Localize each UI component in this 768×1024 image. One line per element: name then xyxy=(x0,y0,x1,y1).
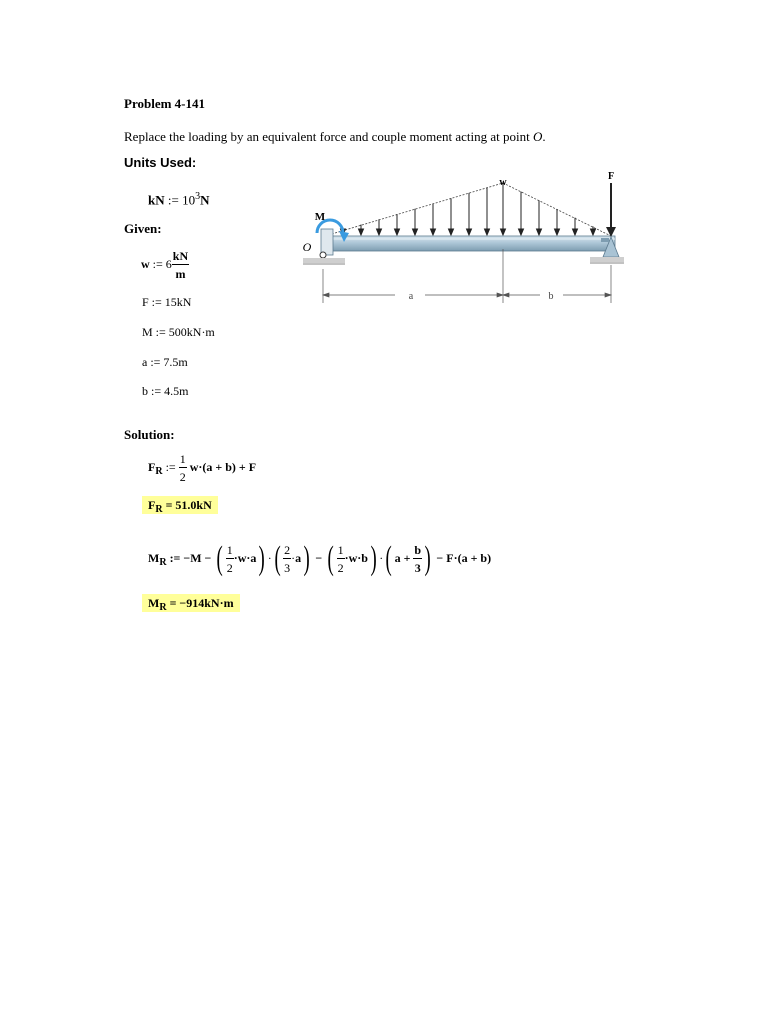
fr-result-sym: F xyxy=(148,498,156,512)
load-arrowhead-7 xyxy=(467,229,472,235)
given-w-name: w xyxy=(141,256,150,271)
load-arrowhead-3 xyxy=(395,229,400,235)
fr-den: 2 xyxy=(179,470,186,484)
load-arrowhead-10 xyxy=(519,229,524,235)
mr-t1-num: 1 xyxy=(226,543,233,557)
mr-mid: − xyxy=(315,550,323,565)
label-M: M xyxy=(314,211,326,223)
load-arrowhead-1 xyxy=(359,229,364,235)
given-b: b := 4.5m xyxy=(142,384,189,398)
units-unit: N xyxy=(200,192,210,208)
left-pin xyxy=(320,252,326,258)
load-arrowhead-5 xyxy=(431,229,436,235)
left-support-block xyxy=(321,229,333,255)
mr-t2-num: 2 xyxy=(284,543,291,557)
units-exp: 3 xyxy=(195,191,201,202)
problem-title: Problem 4-141 xyxy=(124,96,205,111)
mr-result xyxy=(142,596,240,613)
load-arrowhead-13 xyxy=(573,229,578,235)
right-ground xyxy=(590,257,624,262)
load-arrowhead-14 xyxy=(591,229,596,235)
units-lhs: kN xyxy=(148,192,165,208)
given-w-num: kN xyxy=(172,249,189,263)
units-definition xyxy=(148,191,209,208)
mr-lead: := −M − xyxy=(169,550,212,565)
mr-result-value: = −914kN·m xyxy=(169,596,234,610)
given-w-value: 6 xyxy=(165,256,172,271)
given-a: a := 7.5m xyxy=(142,355,188,369)
left-ground-hatch xyxy=(303,263,345,265)
given-w-op: := xyxy=(152,256,163,271)
mr-result-sym: M xyxy=(148,596,160,610)
mr-t3-num: 1 xyxy=(337,543,344,557)
fr-result xyxy=(142,498,218,515)
given-M: M := 500kN·m xyxy=(142,325,215,339)
fr-sym: F xyxy=(148,459,156,474)
load-envelope xyxy=(325,183,611,236)
mr-t4-num: b xyxy=(414,543,422,557)
load-arrowhead-6 xyxy=(449,229,454,235)
mr-t3-tail: ·w·b xyxy=(344,550,368,565)
label-F: F xyxy=(607,171,615,182)
mr-result-sub: R xyxy=(159,602,167,613)
statement-main: Replace the loading by an equivalent force and couple moment acting at point xyxy=(124,129,530,144)
given-F: F := 15kN xyxy=(142,295,192,309)
problem-statement xyxy=(124,129,546,145)
mr-t1-den: 2 xyxy=(226,561,233,575)
label-w: w xyxy=(499,177,507,188)
mr-t4-fraction xyxy=(413,544,422,574)
statement-point: O xyxy=(533,129,543,144)
label-O: O xyxy=(302,240,312,254)
mr-t1-fraction xyxy=(226,544,234,574)
distributed-load-arrows xyxy=(341,183,596,235)
dimension-lines xyxy=(323,249,611,303)
load-arrowhead-4 xyxy=(413,229,418,235)
mr-tail: − F·(a + b) xyxy=(436,550,492,565)
fr-num: 1 xyxy=(179,452,186,466)
mr-t4-den: 3 xyxy=(414,561,421,575)
units-op: := xyxy=(167,192,179,208)
mr-sym: M xyxy=(148,550,160,565)
load-arrowhead-8 xyxy=(485,229,490,235)
given-w-den: m xyxy=(175,267,186,281)
units-base: 10 xyxy=(182,192,196,208)
mr-definition: $M_R$ := −M − ( $\frac{1}{2}$ ·w·a) ·( $\frac{2}{3}$ ·a) − ( $\frac{1}{2}$ ·w·b) ·( a + $\frac{b}{3}$ ) − F·(a + b) xyxy=(148,540,492,577)
mr-t2-tail: a xyxy=(295,550,302,565)
fr-rest: w·(a + b) + F xyxy=(189,459,257,474)
given-heading: Given: xyxy=(124,221,162,236)
solution-heading: Solution: xyxy=(124,427,175,442)
left-ground xyxy=(303,258,345,263)
load-arrowhead-2 xyxy=(377,229,382,235)
fr-result-value: = 51.0kN xyxy=(165,498,212,512)
mr-t4-head: a + xyxy=(394,550,411,565)
mr-sub: R xyxy=(159,556,167,568)
mr-t1-tail: ·w·a xyxy=(233,550,257,565)
load-arrowhead-9 xyxy=(501,229,506,235)
mr-t2-den: 3 xyxy=(284,561,291,575)
given-w-fraction xyxy=(172,250,189,280)
statement-end: . xyxy=(542,129,546,144)
load-arrowhead-11 xyxy=(537,229,542,235)
mr-t2-fraction xyxy=(283,544,291,574)
units-heading: Units Used: xyxy=(124,155,197,170)
load-arrowhead-12 xyxy=(555,229,560,235)
fr-op: := xyxy=(165,459,176,474)
fr-sub: R xyxy=(155,465,163,477)
fr-fraction xyxy=(179,453,187,483)
fr-definition xyxy=(148,453,256,483)
label-b: b xyxy=(548,291,554,302)
given-w xyxy=(141,250,189,280)
beam xyxy=(322,236,615,251)
fr-result-sub: R xyxy=(155,504,163,515)
beam-diagram xyxy=(295,165,625,325)
label-a: a xyxy=(408,291,414,302)
mr-t3-den: 2 xyxy=(337,561,344,575)
mr-t3-fraction xyxy=(337,544,345,574)
